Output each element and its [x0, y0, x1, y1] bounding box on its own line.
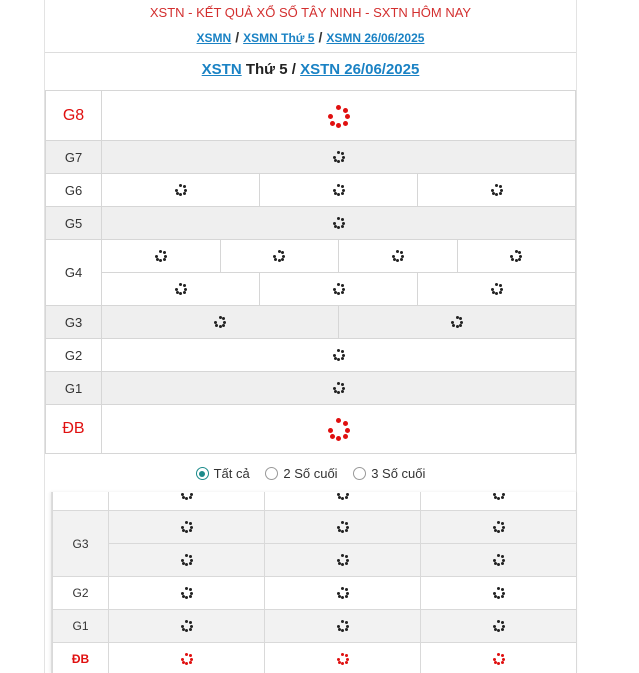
- result-cell: [421, 610, 577, 643]
- loading-spinner-icon: [337, 492, 349, 500]
- loading-spinner-icon: [333, 184, 345, 196]
- loading-spinner-icon: [155, 250, 167, 262]
- filter-last2-label: 2 Số cuối: [283, 466, 338, 481]
- loading-spinner-icon: [337, 653, 349, 665]
- loading-spinner-icon: [493, 492, 505, 500]
- result-cell: [457, 240, 576, 273]
- breadcrumb-xsmn-link[interactable]: XSMN: [196, 31, 232, 45]
- breadcrumb-separator: /: [318, 29, 323, 45]
- loading-spinner-icon: [328, 105, 350, 127]
- prize-row-g2: [46, 339, 576, 372]
- result-cell: [102, 273, 260, 306]
- breadcrumb-separator: /: [235, 29, 240, 45]
- loading-spinner-icon: [273, 250, 285, 262]
- table-row: [53, 610, 577, 643]
- result-cell: [109, 492, 265, 511]
- result-cell: [339, 240, 458, 273]
- loading-spinner-icon: [493, 653, 505, 665]
- result-cell: [102, 174, 260, 207]
- prize-label-g2: G2: [53, 577, 109, 610]
- loading-spinner-icon: [333, 382, 345, 394]
- loading-spinner-icon: [491, 283, 503, 295]
- result-cell: [421, 577, 577, 610]
- result-cell: [421, 544, 577, 577]
- prize-label-g5: G5: [46, 207, 102, 240]
- results-subheader: [45, 52, 576, 91]
- prize-label-g1: G1: [53, 610, 109, 643]
- result-cell: [102, 339, 576, 372]
- loading-spinner-icon: [333, 283, 345, 295]
- result-cell: [265, 577, 421, 610]
- loading-spinner-icon: [175, 283, 187, 295]
- radio-checked-icon[interactable]: [196, 467, 209, 480]
- loading-spinner-icon: [181, 521, 193, 533]
- prize-row-g1: [46, 372, 576, 405]
- prize-label-g2: G2: [46, 339, 102, 372]
- result-cell: [102, 141, 576, 174]
- xstn-link[interactable]: XSTN: [201, 61, 242, 78]
- loading-spinner-icon: [175, 184, 187, 196]
- prize-label-g3: G3: [53, 511, 109, 577]
- result-cell: [109, 643, 265, 673]
- loading-spinner-icon: [491, 184, 503, 196]
- prize-row-g7: [46, 141, 576, 174]
- loading-spinner-icon: [451, 316, 463, 328]
- prize-row-g4: [46, 240, 576, 273]
- result-cell: [418, 273, 576, 306]
- result-cell: [265, 643, 421, 673]
- result-cell: [102, 372, 576, 405]
- result-cell: [102, 91, 576, 141]
- radio-icon[interactable]: [265, 467, 278, 480]
- result-cell: [109, 544, 265, 577]
- result-cell: [265, 610, 421, 643]
- filter-last2-option[interactable]: [265, 466, 337, 481]
- loading-spinner-icon: [214, 316, 226, 328]
- prize-label-db: ĐB: [46, 405, 102, 454]
- table-row: [53, 544, 577, 577]
- result-cell: [102, 306, 339, 339]
- loading-spinner-icon: [392, 250, 404, 262]
- loading-spinner-icon: [328, 418, 350, 440]
- breadcrumb-xsmn-date-link[interactable]: XSMN 26/06/2025: [326, 31, 425, 45]
- result-cell: [265, 492, 421, 511]
- result-cell: [109, 511, 265, 544]
- loading-spinner-icon: [333, 151, 345, 163]
- loading-spinner-icon: [493, 554, 505, 566]
- result-cell: [418, 174, 576, 207]
- draw-day: Thứ 5: [245, 61, 288, 78]
- radio-icon[interactable]: [353, 467, 366, 480]
- table-row: [53, 511, 577, 544]
- lower-results-table: [52, 492, 577, 673]
- filter-last3-label: 3 Số cuối: [371, 466, 426, 481]
- loading-spinner-icon: [493, 620, 505, 632]
- loading-spinner-icon: [493, 587, 505, 599]
- result-cell: [102, 405, 576, 454]
- prize-label-g1: G1: [46, 372, 102, 405]
- result-cell: [220, 240, 339, 273]
- result-cell: [265, 544, 421, 577]
- prize-label-g6: G6: [46, 174, 102, 207]
- digit-filter: [45, 466, 576, 488]
- prize-label-g8: G8: [46, 91, 102, 141]
- filter-all-label: Tất cả: [213, 466, 250, 481]
- results-page: [44, 0, 577, 673]
- prize-label-g4: G4: [46, 240, 102, 306]
- breadcrumb-xsmn-thu5-link[interactable]: XSMN Thứ 5: [243, 31, 315, 45]
- result-cell: [109, 577, 265, 610]
- loading-spinner-icon: [333, 217, 345, 229]
- loading-spinner-icon: [181, 492, 193, 500]
- table-row: [53, 643, 577, 673]
- loading-spinner-icon: [181, 620, 193, 632]
- result-cell: [265, 511, 421, 544]
- loading-spinner-icon: [333, 349, 345, 361]
- subheader-separator: /: [291, 61, 296, 78]
- loading-spinner-icon: [493, 521, 505, 533]
- prize-label-cell: [53, 492, 109, 511]
- xstn-date-link[interactable]: XSTN 26/06/2025: [300, 61, 420, 78]
- loading-spinner-icon: [181, 554, 193, 566]
- loading-spinner-icon: [337, 587, 349, 599]
- result-cell: [260, 174, 418, 207]
- table-row: [53, 577, 577, 610]
- prize-label-db: ĐB: [53, 643, 109, 673]
- loading-spinner-icon: [337, 620, 349, 632]
- prize-row-db: [46, 405, 576, 454]
- loading-spinner-icon: [181, 587, 193, 599]
- lower-results-panel[interactable]: [51, 492, 577, 673]
- loading-spinner-icon: [337, 554, 349, 566]
- result-cell: [109, 610, 265, 643]
- result-cell: [102, 207, 576, 240]
- prize-label-g7: G7: [46, 141, 102, 174]
- table-row: [53, 492, 577, 511]
- result-cell: [421, 492, 577, 511]
- loading-spinner-icon: [510, 250, 522, 262]
- prize-label-g3: G3: [46, 306, 102, 339]
- prize-row-g4-second: [46, 273, 576, 306]
- result-cell: [421, 643, 577, 673]
- loading-spinner-icon: [181, 653, 193, 665]
- filter-all-option[interactable]: [196, 466, 250, 481]
- prize-row-g8: [46, 91, 576, 141]
- prize-row-g6: [46, 174, 576, 207]
- breadcrumb: [45, 29, 576, 45]
- results-table: [45, 90, 576, 454]
- prize-row-g3: [46, 306, 576, 339]
- page-title: XSTN - KẾT QUẢ XỔ SỐ TÂY NINH - SXTN HÔM NAY: [149, 5, 472, 20]
- result-cell: [339, 306, 576, 339]
- prize-row-g5: [46, 207, 576, 240]
- result-cell: [421, 511, 577, 544]
- filter-last3-option[interactable]: [353, 466, 425, 481]
- result-cell: [102, 240, 221, 273]
- result-cell: [260, 273, 418, 306]
- loading-spinner-icon: [337, 521, 349, 533]
